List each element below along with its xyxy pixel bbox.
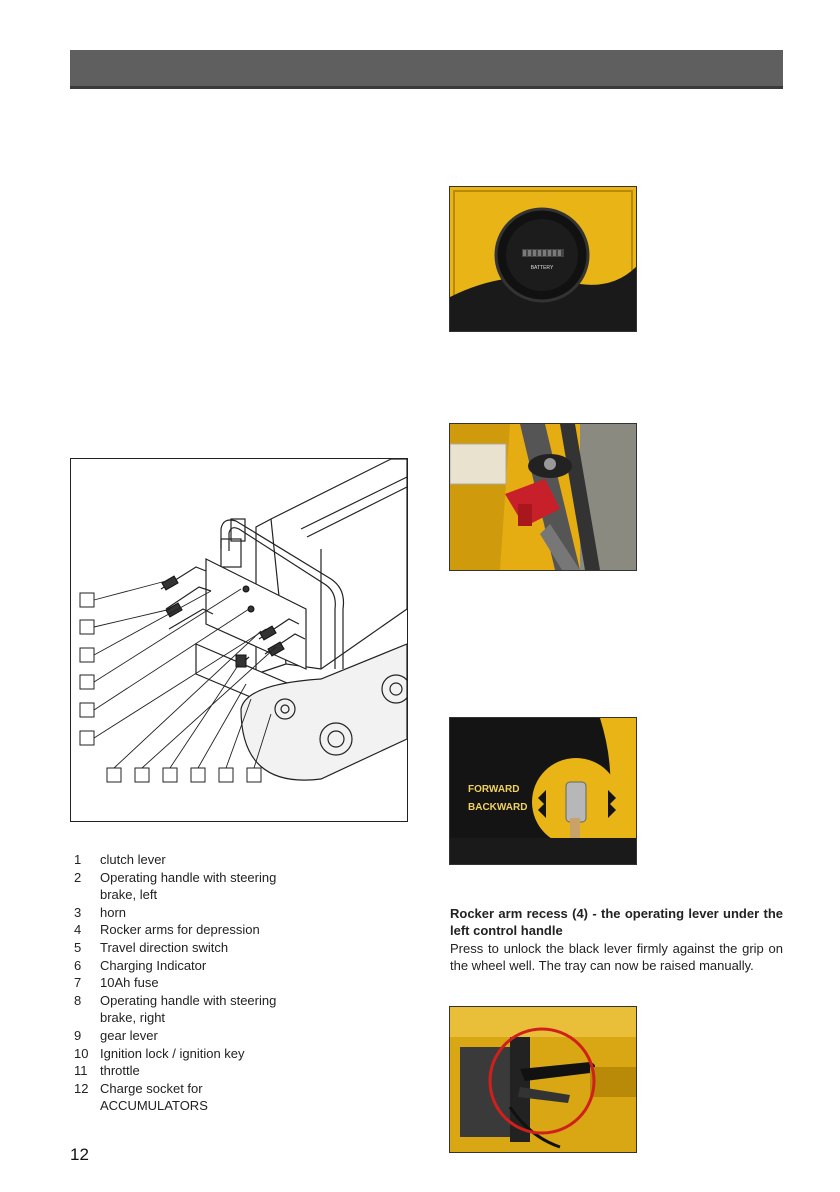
- legend-item: [74, 904, 374, 922]
- legend-item: [74, 939, 374, 957]
- legend-number: 9: [74, 1027, 82, 1043]
- rocker-arm-heading: Rocker arm recess (4) - the operating lever under the left control handle: [450, 906, 783, 939]
- legend-item: [74, 921, 374, 939]
- legend-item: [74, 1080, 374, 1098]
- callout-box: [80, 593, 94, 607]
- legend-number: 1: [74, 852, 82, 867]
- callout-box: [135, 768, 149, 782]
- legend-number: 8: [74, 992, 82, 1008]
- legend-item: [74, 886, 374, 904]
- legend-item: [74, 957, 374, 975]
- legend-number: 7: [74, 975, 82, 991]
- legend-number: 5: [74, 939, 82, 955]
- legend-text: clutch lever: [100, 852, 166, 867]
- callout-box: [107, 768, 121, 782]
- callout-box: [80, 703, 94, 717]
- legend-number: 4: [74, 922, 82, 938]
- horn-lever-photo: [449, 423, 637, 571]
- callout-box: [163, 768, 177, 782]
- legend-number: 3: [74, 904, 82, 920]
- legend-item: [74, 1009, 374, 1027]
- legend-text: Charging Indicator: [100, 957, 207, 973]
- page-number: 12: [70, 1145, 89, 1164]
- callout-box: [80, 620, 94, 634]
- switch-backward-label: BACKWARD: [468, 802, 528, 813]
- legend-number: 10: [74, 1045, 89, 1061]
- rocker-arm-section: [450, 905, 783, 975]
- legend-number: [74, 1097, 100, 1115]
- legend-text: Travel direction switch: [100, 939, 229, 955]
- legend-item: [74, 851, 374, 869]
- legend-number: 2: [74, 869, 82, 885]
- callout-box: [80, 648, 94, 662]
- legend-text: Rocker arms for depression: [100, 922, 260, 938]
- callout-box: [80, 675, 94, 689]
- legend-item: [74, 1045, 374, 1063]
- legend-item: [74, 974, 374, 992]
- component-legend: [74, 851, 374, 1115]
- legend-number: [74, 1009, 100, 1027]
- legend-text: Ignition lock / ignition key: [100, 1045, 245, 1061]
- legend-number: 12: [74, 1080, 89, 1096]
- direction-switch-photo: [449, 717, 637, 865]
- legend-text: ACCUMULATORS: [100, 1098, 208, 1114]
- legend-text: Charge socket for: [100, 1080, 203, 1096]
- callout-box: [80, 731, 94, 745]
- legend-text: gear lever: [100, 1027, 158, 1043]
- legend-number: 11: [74, 1063, 88, 1079]
- rocker-arm-body: Press to unlock the black lever firmly against the grip on the wheel well. The tray can now be raised manually.: [450, 940, 783, 974]
- switch-forward-label: FORWARD: [468, 784, 520, 795]
- legend-item: [74, 1027, 374, 1045]
- rocker-lever-photo: [449, 1006, 637, 1153]
- legend-number: 6: [74, 957, 82, 973]
- callout-box: [219, 768, 233, 782]
- legend-text: brake, left: [100, 887, 158, 903]
- battery-gauge-photo: [449, 186, 637, 332]
- battery-gauge-label: BATTERY: [530, 265, 554, 271]
- legend-text: Operating handle with steering: [100, 869, 277, 885]
- legend-number: [74, 886, 100, 904]
- legend-item: [74, 1062, 374, 1080]
- legend-item: [74, 992, 374, 1010]
- legend-text: 10Ah fuse: [100, 975, 159, 991]
- legend-text: horn: [100, 904, 127, 920]
- legend-text: throttle: [100, 1063, 140, 1079]
- section-header-bar: [70, 50, 783, 89]
- machine-drawing: [71, 459, 407, 821]
- legend-item: [74, 869, 374, 887]
- legend-text: brake, right: [100, 1010, 166, 1026]
- callout-box: [247, 768, 261, 782]
- legend-item: [74, 1097, 374, 1115]
- callout-box: [191, 768, 205, 782]
- legend-text: Operating handle with steering: [100, 992, 277, 1008]
- machine-control-diagram: [70, 458, 408, 822]
